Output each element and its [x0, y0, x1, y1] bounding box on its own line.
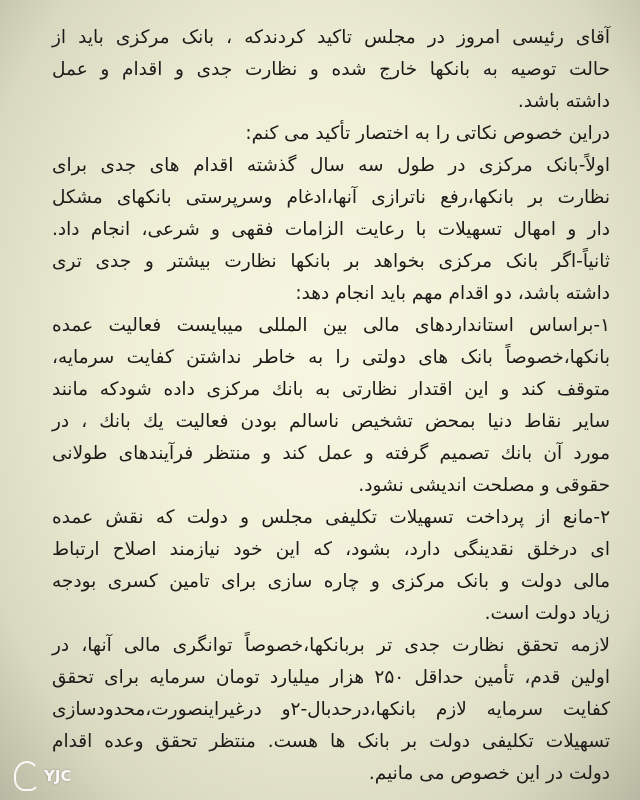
text-line: متوقف کند و این اقتدار نظارتی به بانك مرکزی داده شودکه مانند: [52, 379, 610, 400]
text-line: بانکها،خصوصاً بانک های دولتی را به خاطر نداشتن کفایت سرمایه،: [52, 347, 610, 368]
text-line: ای درخلق نقدینگی دارد، بشود، که این خود نیازمند اصلاح ارتباط: [52, 539, 610, 560]
yjc-emblem-icon: [14, 761, 40, 791]
text-line: دراین خصوص نکاتی را به اختصار تأکید می کنم:: [245, 123, 610, 144]
text-line: آقای رئیسی امروز در مجلس تاکید کردندکه ، بانک مرکزی باید از: [52, 27, 610, 48]
document-body: [52, 22, 610, 790]
text-line: تسهیلات تکلیفی دولت بر بانک ها هست. منتظر تحقق وعده اقدام: [52, 731, 610, 752]
text-line: داشته باشد، دو اقدام مهم باید انجام دهد:: [295, 283, 610, 304]
text-line: مالی دولت و بانک مرکزی و چاره سازی برای تامین کسری بودجه: [52, 571, 610, 592]
text-line: حالت توصیه به بانکها خارج شده و نظارت جدی و اقدام و عمل: [52, 59, 610, 80]
text-line: ۲-مانع از پرداخت تسهیلات تکلیفی مجلس و دولت که نقش عمده: [52, 507, 610, 528]
text-line: نظارت بر بانکها،رفع ناترازی آنها،ادغام وسرپرستی بانکهای مشکل: [52, 187, 610, 208]
text-line: اولاً-بانک مرکزی در طول سه سال گذشته اقدام های جدی برای: [52, 155, 610, 176]
text-line: لازمه تحقق نظارت جدی تر بربانکها،خصوصاً توانگری مالی آنها، در: [52, 635, 610, 656]
text-line: اولین قدم، تأمین حداقل ۲۵۰ هزار میلیارد تومان سرمایه برای تحقق: [52, 667, 610, 688]
text-line: زیاد دولت است.: [484, 603, 610, 624]
text-line: مورد آن بانك تصمیم گرفته و عمل کند و منتظر فرآیندهای طولانی: [52, 443, 610, 464]
watermark-text: YJC: [44, 767, 72, 785]
text-line: سایر نقاط دنیا بمحض تشخیص ناسالم بودن فعالیت يك بانك ، در: [52, 411, 610, 432]
text-line: ثانیاً-اگر بانک مرکزی بخواهد بر بانکها نظارت بیشتر و جدی تری: [52, 251, 610, 272]
text-line: داشته باشد.: [517, 91, 610, 112]
text-line: حقوقی و مصلحت اندیشی نشود.: [358, 475, 610, 496]
text-line: دار و امهال تسهیلات با رعایت الزامات فقهی و شرعی، انجام داد.: [52, 219, 610, 240]
text-line: ۱-براساس استانداردهای مالی بین المللی میبایست فعالیت عمده: [52, 315, 610, 336]
text-line: دولت در این خصوص می مانیم.: [368, 763, 610, 784]
text-line: کفایت سرمایه لازم بانکها،درحدبال-۲و درغیراینصورت،محدودسازی: [52, 699, 610, 720]
yjc-watermark-logo: [14, 760, 71, 792]
